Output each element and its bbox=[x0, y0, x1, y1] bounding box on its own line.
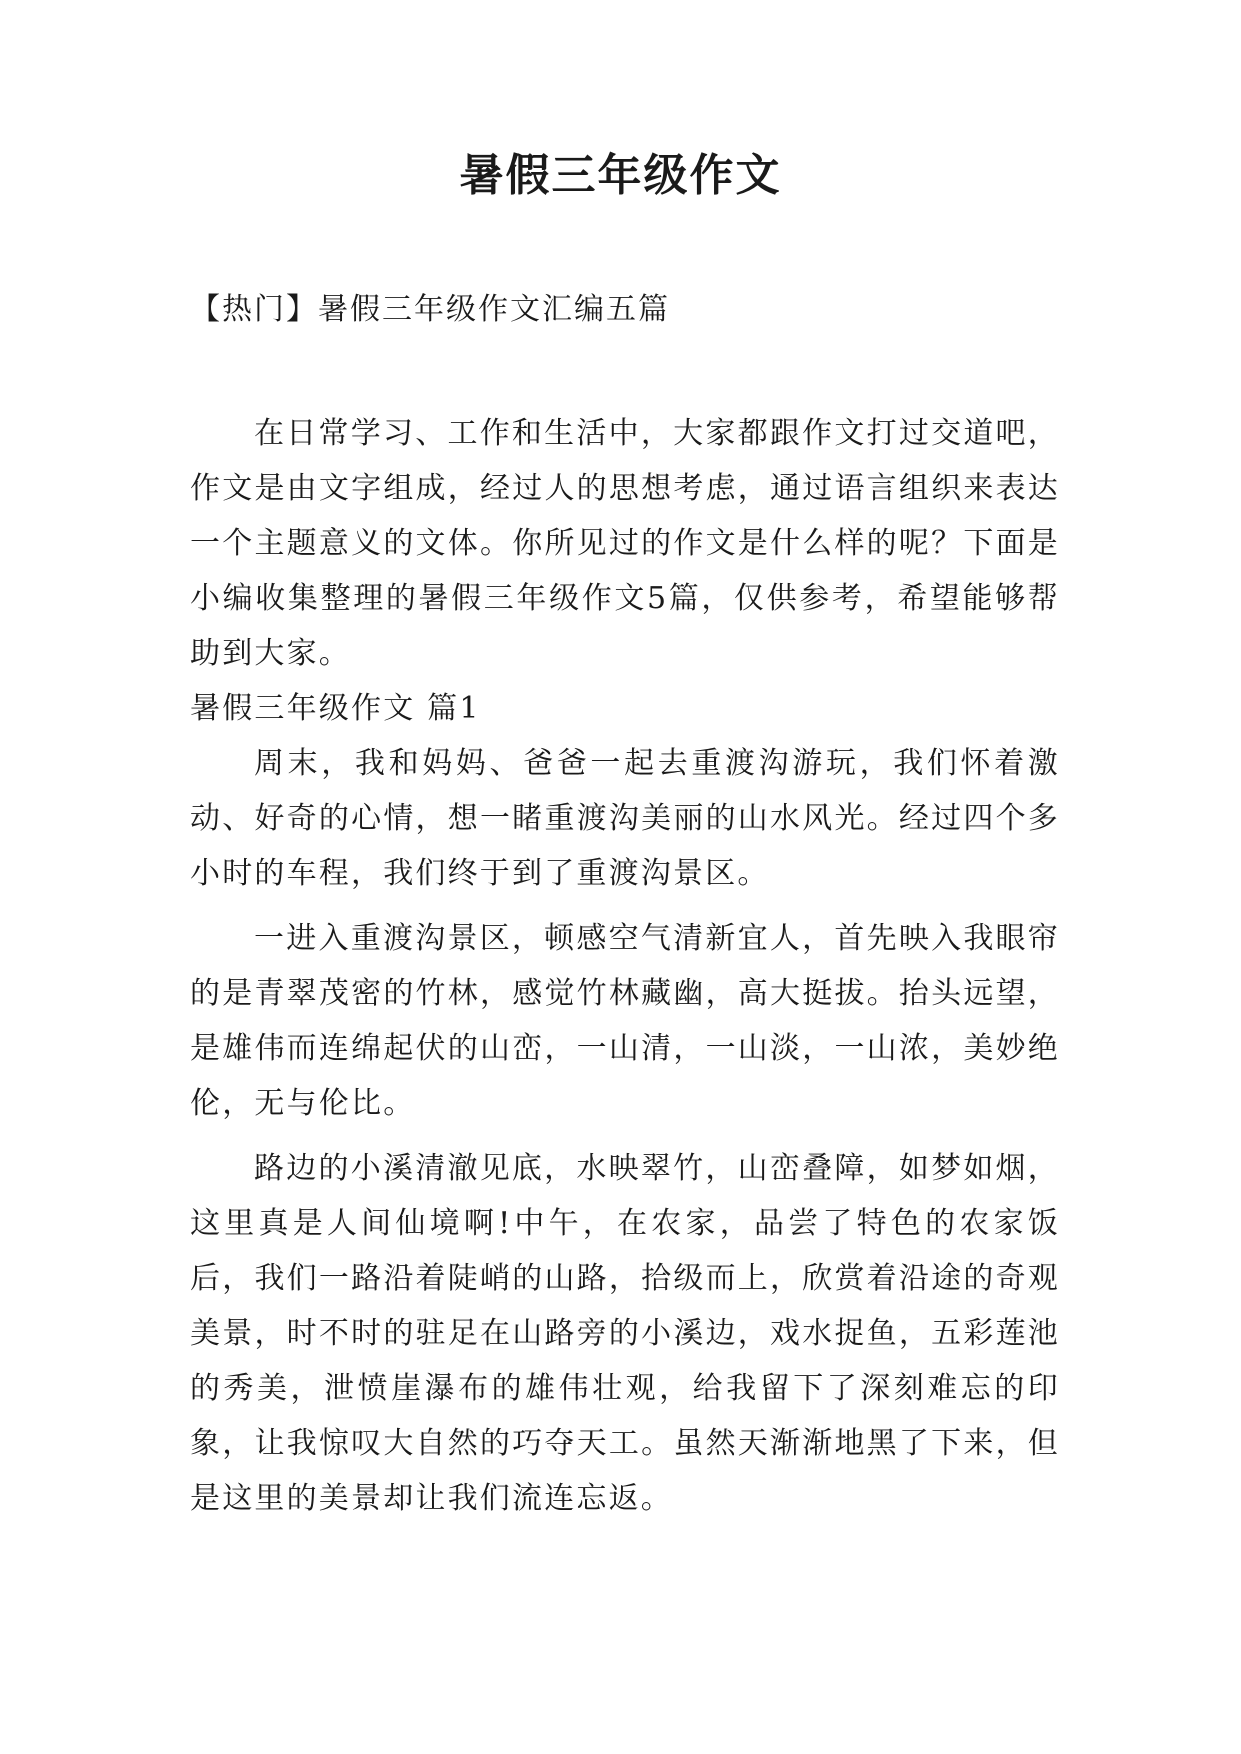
section-paragraph-1: 周末，我和妈妈、爸爸一起去重渡沟游玩，我们怀着激动、好奇的心情，想一睹重渡沟美丽的山水风光。经过四个多小时的车程，我们终于到了重渡沟景区。 bbox=[190, 746, 1060, 891]
intro-paragraph: 在日常学习、工作和生活中，大家都跟作文打过交道吧，作文是由文字组成，经过人的思想考虑，通过语言组织来表达一个主题意义的文体。你所见过的作文是什么样的呢？下面是小编收集整理的暑假三年级作文5篇，仅供参考，希望能够帮助到大家。 bbox=[190, 416, 1060, 671]
section-paragraph-3: 路边的小溪清澈见底，水映翠竹，山峦叠障，如梦如烟，这里真是人间仙境啊!中午，在农家，品尝了特色的农家饭后，我们一路沿着陡峭的山路，拾级而上，欣赏着沿途的奇观美景，时不时的驻足在山路旁的小溪边，戏水捉鱼，五彩莲池的秀美，泄愤崖瀑布的雄伟壮观，给我留下了深刻难忘的印象，让我惊叹大自然的巧夺天工。虽然天渐渐地黑了下来，但是这里的美景却让我们流连忘返。 bbox=[190, 1151, 1060, 1516]
document-title: 暑假三年级作文 bbox=[459, 150, 782, 201]
document-subtitle: 【热门】暑假三年级作文汇编五篇 bbox=[190, 292, 670, 327]
section-heading: 暑假三年级作文 篇1 bbox=[190, 691, 481, 726]
document-body bbox=[190, 406, 1060, 1526]
section-paragraph-2: 一进入重渡沟景区，顿感空气清新宜人，首先映入我眼帘的是青翠茂密的竹林，感觉竹林藏幽，高大挺拔。抬头远望，是雄伟而连绵起伏的山峦，一山清，一山淡，一山浓，美妙绝伦，无与伦比。 bbox=[190, 921, 1060, 1121]
